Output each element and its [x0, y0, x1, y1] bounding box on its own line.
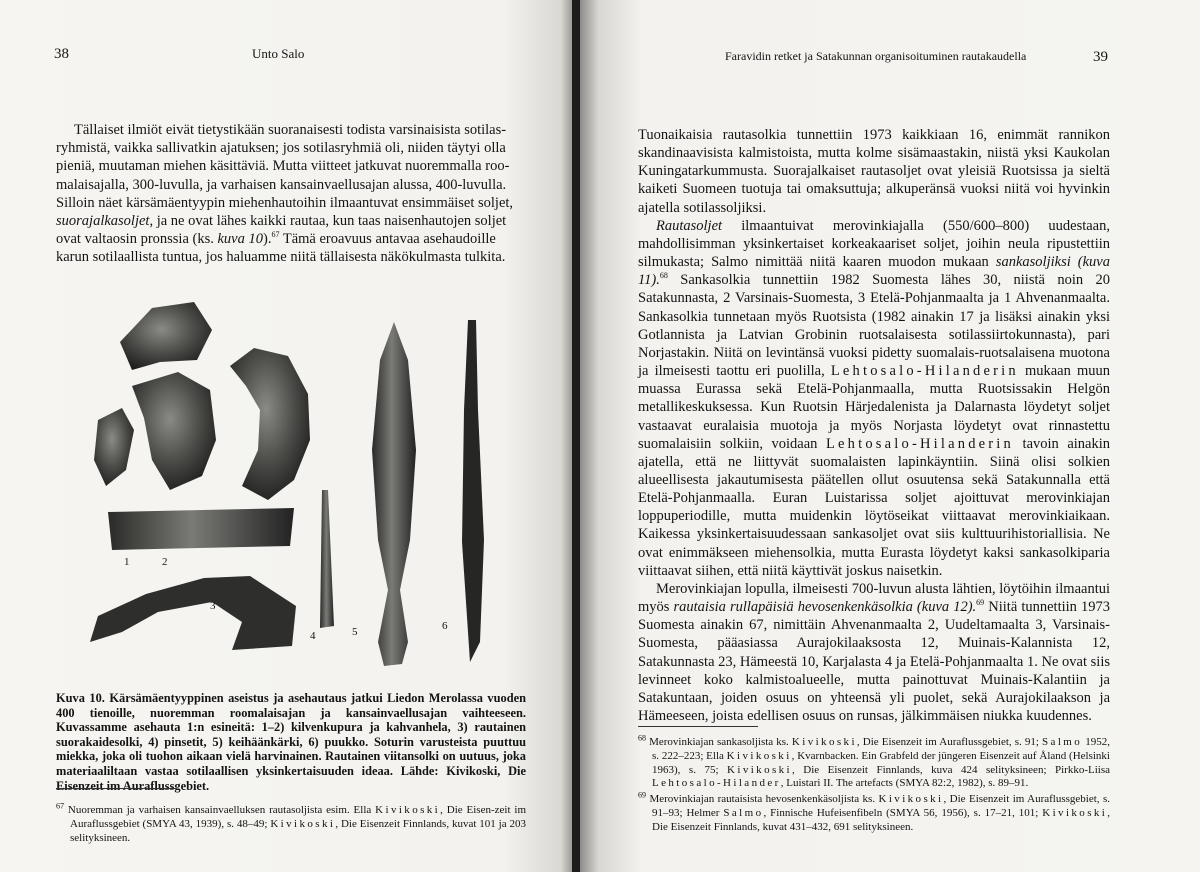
- figure-number: 5: [352, 626, 358, 638]
- figure-number: 2: [162, 556, 168, 568]
- footnote-ref: 69: [976, 598, 985, 608]
- body-line: pieniä, muutaman miehen käsittäviä. Mutta viitteet jatkuvat nuoremmalla roo-: [56, 158, 510, 175]
- figure-10-artifacts: [82, 290, 552, 680]
- body-line: ovat valtaosin pronssia (ks. kuva 10).$^{67}$ Tämä eroavuus antavaa asehaudoille: [56, 230, 496, 248]
- paragraph: Merovinkiajan lopulla, ilmeisesti 700-luvun alusta lähtien, löytöihin ilmaantui myös rautaisia rullapäisiä hevosenkenkäsolkia (kuva 12).$^{69}$ Niitä tunnettiin 1973 Suomesta ainakin 67, nimittäin Ahvenanmaalta 2, Uudeltamaalta 3, Varsinais-Suomesta, pääasiassa Aurajokilaaksosta 12, Muinais-Kalannista 12, Satakunnasta 23, Hämeestä 10, Karjalasta 4 ja Etelä-Pohjanmaalta 1. Ne ovat siis levinneet koko kalmistoalueelle, mutta painottuvat Muinais-Kalantiin ja Satakuntaan, joiden osuus on yhteensä yli puolet, sekä Aurajokilaakson ja Hämeeseen, joista edellisen osuus on runsas, jälkimmäisen niukka kuudennes.: [638, 580, 1110, 724]
- body-line: suorajalkasoljet, ja ne ovat lähes kaikki rautaa, kun taas naisenhautojen soljet: [56, 213, 507, 230]
- page-number: 38: [54, 46, 69, 62]
- paragraph: Rautasoljet ilmaantuivat merovinkiajalla (550/600–800) uudestaan, mahdollisimman yksinkertaiset korkeakaariset soljet, joihin neula ripustettiin silmukasta; Salmo nimittää niitä kaaren muodon mukaan sankasoljiksi (kuva 11).$^{68}$ Sankasolkia tunnettiin 1982 Suomesta lähes 30, niistä noin 20 Satakunnasta, 2 Varsinais-Suomesta, 3 Etelä-Pohjanmaalta ja 1 Ahvenanmaalta. Sankasolkia tunnetaan myös Ruotsista (1982 ainakin 17 ja lisäksi ainakin yksi Gotlannista ja Latvian Grobinin ruotsalaisesta sotilassiirtokunnasta), pari Norjastakin. Niitä on levintänsä vuoksi pidetty suomalais-ruotsalaisena muotona ja ilmeisesti taottu eri puolilla, Lehtosalo-Hilanderin mukaan muun muassa Eurassa sekä Etelä-Pohjanmaalla, mutta Ruotsissakin Helgön metallikeskuksessa. Kun Ruotsin Härjedalenista ja Dalarnasta löydetyt soljet vastaavat euralaisia muotoja ja myös Norjasta löydetyt ovat rinnastettu suomalaisiin solkiin, voidaan Lehtosalo-Hilanderin tavoin ainakin ajatella, että ne liittyvät suomalaisten lapinkäyntiin. Siinä olisi solkien alueellisesta jakautumisesta päätellen ollut osuutensa sekä Satakunnalla että Etelä-Pohjanmaalla. Euran Luistarissa soljet ajoittuvat merovinkiajan loppuperiodille, mutta muidenkin löytöseikat viittaavat merovinkiaikaan. Kaikessa yksinkertaisuudessaan sankasoljet ovat siis kulttuurihistoriallisia. Ne ovat enimmäkseen miehensolkia, mutta Eurasta löydetyt kaksi sankasolkiparia viittaavat siihen, että niitä käyttivät joskus naisetkin.: [638, 217, 1111, 579]
- figure-caption: Kuva 10. Kärsämäentyyppinen aseistus ja asehautaus jatkui Liedon Merolassa vuoden 400 tienoille, nuoremman roomalaisajan ja kansainvaellusajan vaihteeseen. Kuvassamme asehauta 1:n esineitä: 1–2) kilvenkupura ja kahvanhela, 3) rautainen suorakaidesolki, 4) pinsetit, 5) keihäänkärki, 6) puukko. Soturin varusteista puuttuu miekka, joka oli tuohon aikaan vielä harvinainen. Rautainen viitansolki on uutuus, joka materiaaliltaan vastaa sotilaallisen yksinkertaisuuden ideaa. Lähde: Kivikoski, Die Eisenzeit im Auraflussgebiet.: [56, 691, 526, 793]
- footnote-ref: 67: [271, 230, 280, 240]
- footnote-68: $^{68}$ Merovinkiajan sankasoljista ks. Kivikoski, Die Eisenzeit im Auraflussgebiet, s. 91; Salmo 1952, s. 222–223; Ella Kivikoski, Kvarnbacken. Ein Grabfeld der jüngeren Eisenzeit auf Åland (Helsinki 1963), s. 75; Kivikoski, Die Eisenzeit Finnlands, kuva 424 selityksineen; Pirkko-Liisa Lehtosalo-Hilander, Luistari II. The artefacts (SMYA 82:2, 1982), s. 89–91.: [638, 733, 1111, 790]
- page-number: 39: [1093, 49, 1108, 65]
- running-head: Faravidin retket ja Satakunnan organisoituminen rautakaudella: [725, 49, 1027, 63]
- footnote-69: $^{69}$ Merovinkiajan rautaisista hevosenkenkäsoljista ks. Kivikoski, Die Eisenzeit im Auraflussgebiet, s. 91–93; Helmer Salmo, Finnische Hufeisenfibeln (SMYA 56, 1956), s. 17–21, 101; Kivikoski, Die Eisenzeit Finnlands, kuvat 431–432, 691 selityksineen.: [638, 790, 1110, 833]
- knife: [462, 320, 484, 662]
- shield-boss-fragment: [120, 302, 212, 370]
- footnote-67: $^{67}$ Nuoremman ja varhaisen kansainvaelluksen rautasoljista esim. Ella Kivikoski, Die Eisen-zeit im Auraflussgebiet (SMYA 43, 1939), s. 48–49; Kivikoski, Die Eisenzeit Finnlands, kuvat 101 ja 203 selityksineen.: [56, 801, 526, 844]
- right-page: [580, 0, 1200, 872]
- body-line: Silloin näet kärsämäentyypin miehenhautoihin ilmaantuvat ensimmäiset soljet,: [56, 194, 514, 211]
- shield-boss-fragment: [230, 348, 310, 500]
- footnotes-68-69: [638, 733, 1111, 837]
- paragraph: Tuonaikaisia rautasolkia tunnettiin 1973 kaikkiaan 16, enimmät rannikon skandinaavisista kalmistoista, mutta kolme sisämaastakin, niistä yksi Kaukolan Kuningatarkummusta. Suorajalkaiset rautasoljet ovat yleisiä Ruotsissa ja sieltä kaiketi Suomeen tuotuja tai omaksuttuja; alkuperänsä vuoksi niitä voi hyvinkin ajatella sotilassoljiksi.: [638, 127, 1110, 216]
- figure-number: 4: [310, 630, 316, 642]
- body-line: karun sotilaallista tuntua, jos haluamme niitä tällaisesta näkökulmasta tulkita.: [56, 249, 506, 266]
- shield-boss-fragment: [94, 408, 134, 486]
- spearhead: [372, 322, 416, 666]
- figure-number: 1: [124, 556, 130, 568]
- figure-number: 6: [442, 620, 448, 632]
- right-body-text: [638, 126, 1110, 725]
- left-page: [0, 0, 572, 872]
- left-body-text: [56, 121, 524, 267]
- shield-boss-fragment: [132, 372, 216, 490]
- footnote-rule: [56, 788, 176, 789]
- artifacts-photo: [82, 290, 552, 680]
- footnote-ref: 68: [659, 271, 668, 281]
- body-line: Tällaiset ilmiöt eivät tietystikään suoranaisesti todista varsinaisista sotilas-: [74, 122, 507, 138]
- body-line: ryhmistä, vaikka sallivatkin ajatuksen; jos sotilasryhmiä oli, niiden täytyi olla: [56, 140, 506, 157]
- figure-number: 3: [210, 600, 216, 612]
- rectangular-buckle: [90, 576, 296, 650]
- book-gutter: [572, 0, 580, 872]
- shield-handle: [108, 508, 294, 550]
- body-line: malaisajalla, 300-luvulla, ja varhaisen kansainvaellusajan alussa, 400-luvulla.: [56, 176, 507, 193]
- footnote-rule: [638, 726, 758, 727]
- running-head: Unto Salo: [252, 46, 305, 61]
- tweezers: [320, 490, 334, 628]
